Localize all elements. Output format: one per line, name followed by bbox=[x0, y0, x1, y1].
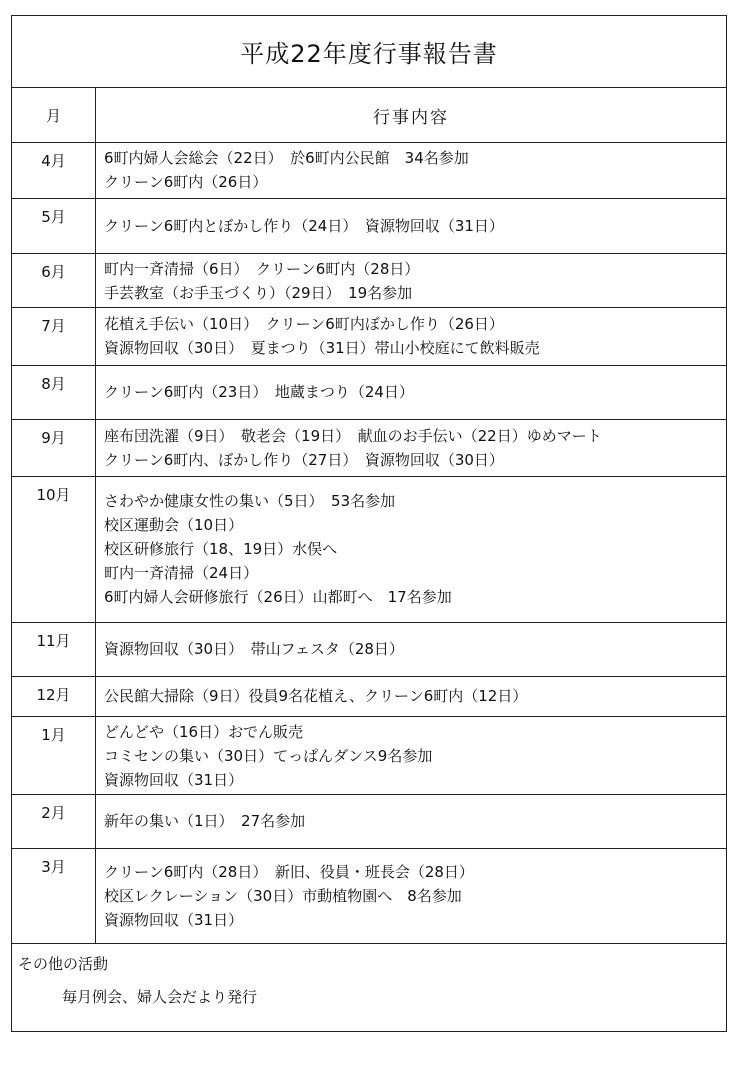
event-line: 資源物回収（31日） bbox=[104, 910, 244, 929]
table-bottom-border bbox=[12, 943, 726, 944]
row-month: 8月 bbox=[41, 375, 66, 393]
event-line: 校区研修旅行（18、19日）水俣へ bbox=[104, 540, 338, 558]
event-line: 新年の集い（1日） 27名参加 bbox=[104, 812, 306, 830]
row-divider bbox=[12, 476, 726, 477]
event-line: クリーン6町内とぼかし作り（24日） 資源物回収（31日） bbox=[104, 216, 504, 235]
row-content bbox=[104, 380, 724, 404]
row-divider bbox=[12, 365, 726, 366]
event-line: 資源物回収（30日） 夏まつり（31日）帯山小校庭にて飲料販売 bbox=[104, 339, 540, 357]
row-month: 10月 bbox=[36, 486, 71, 504]
row-content bbox=[104, 684, 724, 708]
event-line: 6町内婦人会研修旅行（26日）山都町へ 17名参加 bbox=[104, 588, 452, 606]
row-content bbox=[104, 424, 724, 472]
event-line: クリーン6町内（26日） bbox=[104, 173, 268, 191]
row-month: 11月 bbox=[36, 632, 71, 650]
row-content bbox=[104, 257, 724, 305]
header-month: 月 bbox=[45, 106, 61, 125]
row-month: 12月 bbox=[36, 686, 71, 704]
event-line: 公民館大掃除（9日）役員9名花植え、クリーン6町内（12日） bbox=[104, 687, 528, 705]
row-content bbox=[104, 146, 724, 194]
event-line: コミセンの集い（30日）てっぱんダンス9名参加 bbox=[104, 747, 433, 765]
row-content bbox=[104, 489, 724, 609]
row-content bbox=[104, 214, 724, 238]
event-line: 資源物回収（30日） 帯山フェスタ（28日） bbox=[104, 640, 404, 658]
row-month: 7月 bbox=[41, 317, 66, 335]
event-line: 町内一斉清掃（24日） bbox=[104, 564, 259, 582]
row-divider bbox=[12, 307, 726, 308]
event-line: クリーン6町内（23日） 地蔵まつり（24日） bbox=[104, 383, 414, 401]
row-content bbox=[104, 637, 724, 661]
row-month: 6月 bbox=[41, 263, 66, 281]
row-divider bbox=[12, 622, 726, 623]
event-line: 座布団洗濯（9日） 敬老会（19日） 献血のお手伝い（22日）ゆめマート bbox=[104, 426, 602, 445]
row-month: 3月 bbox=[41, 858, 66, 876]
row-divider bbox=[12, 253, 726, 254]
event-line: どんどや（16日）おでん販売 bbox=[104, 723, 303, 741]
row-divider bbox=[12, 419, 726, 420]
column-divider bbox=[95, 88, 96, 943]
row-month: 1月 bbox=[41, 726, 66, 744]
report-title: 平成22年度行事報告書 bbox=[12, 16, 726, 88]
event-line: クリーン6町内（28日） 新旧、役員・班長会（28日） bbox=[104, 862, 474, 881]
event-line: 校区レクレーション（30日）市動植物園へ 8名参加 bbox=[104, 886, 462, 905]
event-line: クリーン6町内、ぼかし作り（27日） 資源物回収（30日） bbox=[104, 450, 504, 469]
row-content bbox=[104, 809, 724, 833]
event-line: 手芸教室（お手玉づくり）（29日） 19名参加 bbox=[104, 284, 413, 302]
report-frame bbox=[11, 15, 727, 1032]
other-activities-body: 毎月例会、婦人会だより発行 bbox=[62, 988, 258, 1006]
row-month: 5月 bbox=[41, 208, 66, 226]
event-line: 花植え手伝い（10日） クリーン6町内ぼかし作り（26日） bbox=[104, 315, 504, 333]
row-content bbox=[104, 312, 724, 360]
row-content bbox=[104, 860, 724, 932]
event-line: さわやか健康女性の集い（5日） 53名参加 bbox=[104, 492, 396, 510]
row-divider bbox=[12, 848, 726, 849]
row-month: 9月 bbox=[41, 429, 66, 447]
row-content bbox=[104, 720, 724, 792]
row-divider bbox=[12, 198, 726, 199]
row-month: 2月 bbox=[41, 804, 66, 822]
event-line: 6町内婦人会総会（22日） 於6町内公民館 34名参加 bbox=[104, 149, 469, 167]
row-divider bbox=[12, 676, 726, 677]
other-activities-title: その他の活動 bbox=[18, 955, 109, 973]
row-divider bbox=[12, 794, 726, 795]
event-line: 校区運動会（10日） bbox=[104, 516, 244, 534]
header-content: 行事内容 bbox=[373, 107, 449, 128]
row-divider bbox=[12, 142, 726, 143]
row-divider bbox=[12, 716, 726, 717]
event-line: 町内一斉清掃（6日） クリーン6町内（28日） bbox=[104, 260, 420, 278]
event-line: 資源物回収（31日） bbox=[104, 771, 244, 789]
row-month: 4月 bbox=[41, 152, 66, 170]
